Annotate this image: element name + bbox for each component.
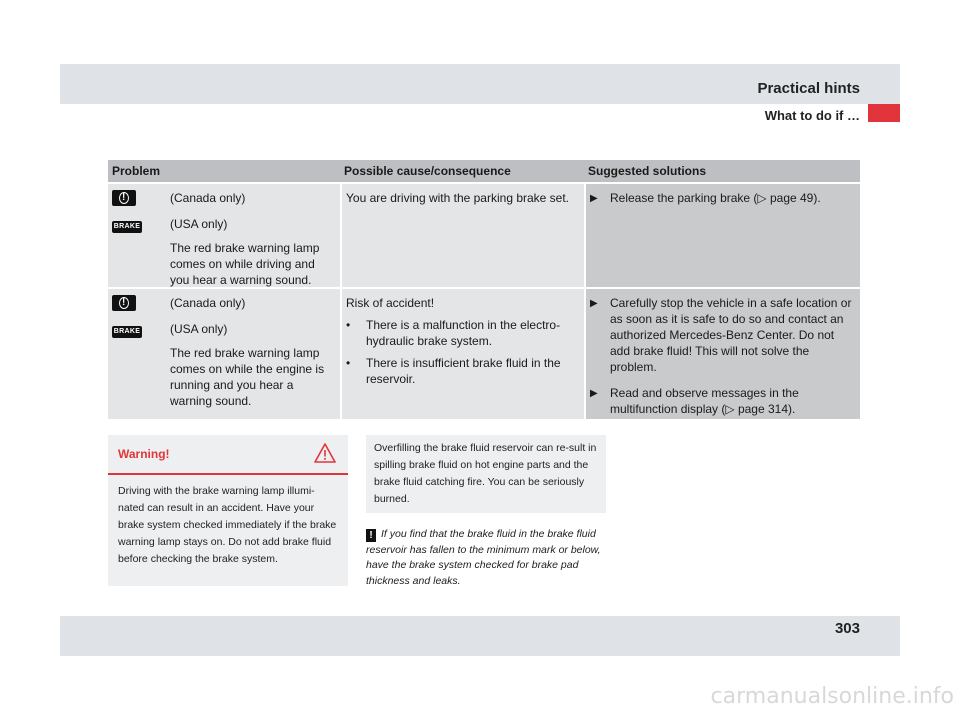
brake-indicator-icon: BRAKE bbox=[112, 326, 142, 338]
cause-text: Risk of accident! bbox=[346, 296, 435, 310]
brake-warning-lamp-icon bbox=[112, 295, 136, 311]
arrow-icon: ▶ bbox=[590, 298, 598, 309]
list-item bbox=[346, 317, 580, 349]
warning-triangle-icon bbox=[314, 443, 336, 463]
warning-text: Driving with the brake warning lamp illumi-nated can result in an accident. Have your brake system checked immediately if the brake warning lamp stays on. Do not add brake fluid before checking the brake system. bbox=[118, 485, 337, 565]
solution-item bbox=[590, 385, 856, 417]
column-header-problem: Problem bbox=[112, 164, 161, 178]
solution-item bbox=[590, 295, 856, 375]
canada-only-label: (Canada only) bbox=[170, 296, 246, 310]
solution-item bbox=[590, 190, 856, 207]
problem-cell bbox=[108, 184, 340, 287]
sub-title: What to do if … bbox=[764, 108, 860, 123]
table-header bbox=[108, 160, 860, 182]
arrow-icon: ▶ bbox=[590, 193, 598, 204]
column-header-cause: Possible cause/consequence bbox=[344, 164, 511, 178]
cause-text: You are driving with the parking brake set. bbox=[346, 191, 570, 205]
warning-label: Warning! bbox=[118, 447, 170, 461]
table-row bbox=[108, 184, 860, 287]
cause-bullet-text: There is a malfunction in the electro-hydraulic brake system. bbox=[366, 318, 561, 348]
warning-header bbox=[108, 435, 348, 475]
problem-description: The red brake warning lamp comes on while driving and you hear a warning sound. bbox=[170, 241, 320, 287]
section-title: Practical hints bbox=[757, 80, 860, 97]
arrow-icon: ▶ bbox=[590, 388, 598, 399]
column-header-solutions: Suggested solutions bbox=[588, 164, 707, 178]
bullet-icon: • bbox=[346, 318, 351, 332]
usa-only-label: (USA only) bbox=[170, 217, 228, 231]
brake-indicator-icon: BRAKE bbox=[112, 221, 142, 233]
list-item bbox=[346, 355, 580, 387]
canada-only-label: (Canada only) bbox=[170, 191, 246, 205]
info-box: Overfilling the brake fluid reservoir can re-sult in spilling brake fluid on hot engine parts and the brake fluid catching fire. You can be seriously burned. bbox=[366, 435, 606, 513]
brake-warning-lamp-icon bbox=[112, 190, 136, 206]
usa-only-label: (USA only) bbox=[170, 322, 228, 336]
exclamation-icon: ! bbox=[366, 529, 376, 542]
solution-text: Release the parking brake (▷ page 49). bbox=[610, 191, 821, 205]
table-row bbox=[108, 289, 860, 419]
problem-cell bbox=[108, 289, 340, 419]
watermark: carmanualsonline.info bbox=[710, 684, 954, 709]
solution-text: Read and observe messages in the multifunction display (▷ page 314). bbox=[610, 386, 799, 416]
solutions-cell bbox=[584, 184, 860, 287]
bullet-icon: • bbox=[346, 356, 351, 370]
page-number: 303 bbox=[834, 620, 860, 637]
footer-band bbox=[60, 616, 900, 656]
note bbox=[366, 527, 608, 589]
solutions-cell bbox=[584, 289, 860, 419]
note-text: If you find that the brake fluid in the brake fluid reservoir has fallen to the minimum mark or below, have the brake system checked for brake pad thickness and leaks. bbox=[366, 528, 601, 587]
troubleshooting-table bbox=[108, 160, 860, 419]
cause-cell bbox=[340, 289, 584, 419]
solution-text: Carefully stop the vehicle in a safe location or as soon as it is safe to do so and contact an authorized Mercedes-Benz Center. Do not add brake fluid! This will not solve the problem. bbox=[610, 296, 852, 374]
section-marker bbox=[868, 104, 900, 122]
cause-cell bbox=[340, 184, 584, 287]
warning-box bbox=[108, 435, 348, 586]
problem-description: The red brake warning lamp comes on while the engine is running and you hear a warning sound. bbox=[170, 346, 325, 408]
cause-bullet-text: There is insufficient brake fluid in the reservoir. bbox=[366, 356, 561, 386]
